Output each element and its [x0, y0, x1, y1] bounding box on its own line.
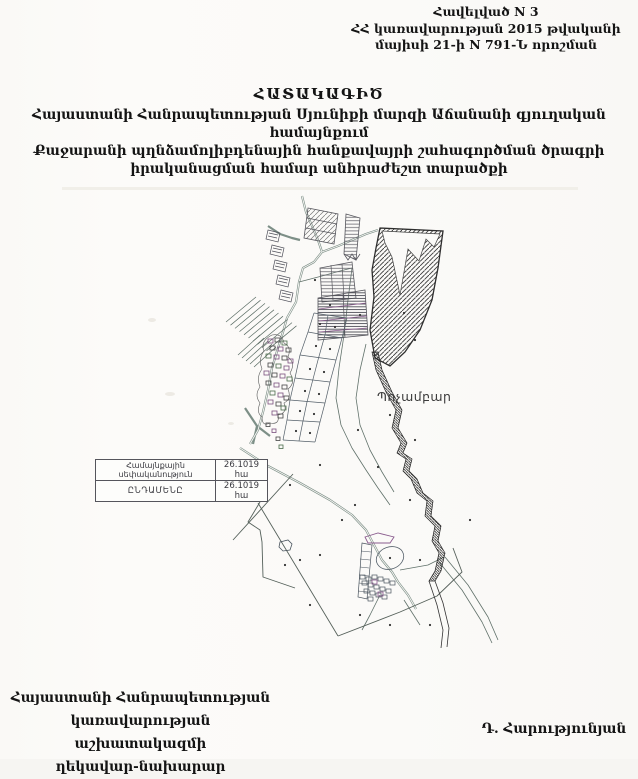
annex-line-3: մայիսի 21-ի N 791-Ն որոշման [375, 37, 597, 52]
cadastral-map [60, 185, 585, 685]
document-title-block [0, 85, 638, 178]
signature-left-line-2: կառավարության աշխատակազմի [70, 713, 211, 752]
scan-smudge [228, 422, 234, 425]
top-strip-parcel [344, 214, 360, 260]
scan-edge-artifact [62, 187, 578, 190]
cadastral-map-drawing [60, 185, 585, 685]
title-line-2: Հայաստանի Հանրապետության Սյունիքի մարզի Աճանանի գյուղական համայնքում [32, 107, 606, 141]
tailings-pond-label: Պոչամբար [377, 389, 452, 404]
signature-right-name: Դ. Հարությունյան [481, 721, 627, 737]
title-line-3: Քաջարանի պղնձամոլիբդենային հանքավայրի շահագործման ծրագրի [33, 143, 605, 159]
signature-left-line-3: ղեկավար-նախարար [55, 759, 226, 775]
stream-continuation [429, 581, 449, 648]
stream-hatched-band [372, 352, 445, 581]
area-row-label: ԸՆԴԱՄԵՆԸ [96, 481, 216, 502]
title-line-4: իրականացման համար անհրաժեշտ տարածքի [130, 161, 508, 177]
village-cluster-bottom [358, 533, 407, 601]
annex-line-2: ՀՀ կառավարության 2015 թվականի [351, 20, 621, 36]
signature-left-block [8, 687, 273, 779]
area-row-value: 26.1019 հա [216, 481, 268, 502]
area-table [95, 459, 268, 502]
table-row [96, 460, 268, 481]
scan-smudge [148, 318, 156, 322]
area-row-label: Համայնքային սեփականություն [96, 460, 216, 481]
slope-cells [266, 230, 293, 302]
scan-smudge [165, 392, 175, 396]
top-parcel-block [304, 208, 338, 244]
annex-line-1: Հավելված N 3 [433, 4, 539, 19]
table-row [96, 481, 268, 502]
area-row-value: 26.1019 հա [216, 460, 268, 481]
signature-left-line-1: Հայաստանի Հանրապետության [10, 690, 271, 706]
annex-note [340, 4, 632, 54]
document-heading: ՀԱՏԱԿԱԳԻԾ [253, 85, 385, 103]
